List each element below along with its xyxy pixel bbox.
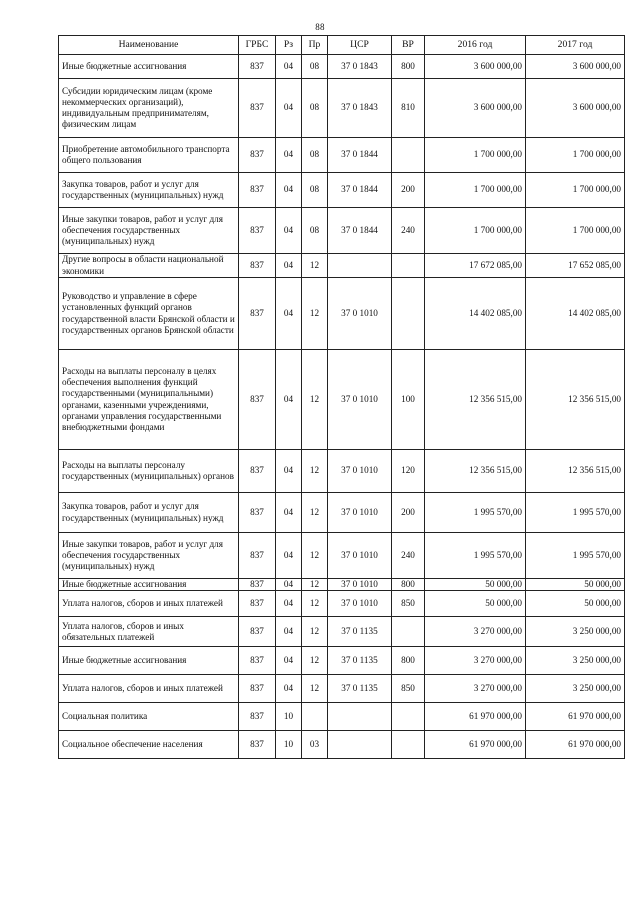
cell-rz: 10 <box>276 731 302 759</box>
cell-vr: 200 <box>392 173 425 208</box>
cell-csr: 37 0 1010 <box>328 350 392 450</box>
cell-2017: 3 250 000,00 <box>526 675 625 703</box>
cell-rz: 04 <box>276 493 302 533</box>
cell-name: Социальная политика <box>59 703 239 731</box>
cell-pr: 12 <box>302 617 328 647</box>
cell-grbs: 837 <box>239 617 276 647</box>
cell-grbs: 837 <box>239 493 276 533</box>
cell-name: Иные бюджетные ассигнования <box>59 55 239 79</box>
col-header-rz: Рз <box>276 36 302 55</box>
table-row <box>59 533 625 579</box>
table-body <box>59 55 625 759</box>
cell-pr: 12 <box>302 278 328 350</box>
cell-grbs: 837 <box>239 55 276 79</box>
cell-csr: 37 0 1843 <box>328 55 392 79</box>
cell-grbs: 837 <box>239 731 276 759</box>
cell-2017: 50 000,00 <box>526 579 625 591</box>
cell-grbs: 837 <box>239 450 276 493</box>
cell-2016: 1 700 000,00 <box>425 173 526 208</box>
cell-name: Иные закупки товаров, работ и услуг для обеспечения государственных (муниципальных) нужд <box>59 533 239 579</box>
cell-pr: 08 <box>302 208 328 254</box>
cell-name: Уплата налогов, сборов и иных платежей <box>59 591 239 617</box>
cell-2016: 1 995 570,00 <box>425 533 526 579</box>
col-header-name: Наименование <box>59 36 239 55</box>
cell-csr: 37 0 1010 <box>328 591 392 617</box>
col-header-vr: ВР <box>392 36 425 55</box>
cell-csr <box>328 731 392 759</box>
cell-pr: 08 <box>302 138 328 173</box>
cell-vr <box>392 138 425 173</box>
cell-csr <box>328 254 392 278</box>
cell-csr: 37 0 1135 <box>328 647 392 675</box>
cell-rz: 10 <box>276 703 302 731</box>
cell-vr: 850 <box>392 675 425 703</box>
cell-grbs: 837 <box>239 278 276 350</box>
cell-2016: 1 700 000,00 <box>425 138 526 173</box>
cell-rz: 04 <box>276 350 302 450</box>
cell-name: Иные бюджетные ассигнования <box>59 579 239 591</box>
cell-name: Субсидии юридическим лицам (кроме некоммерческих организаций), индивидуальным предпринимателям, физическим лицам <box>59 79 239 138</box>
cell-vr: 800 <box>392 647 425 675</box>
cell-2016: 3 270 000,00 <box>425 647 526 675</box>
cell-2017: 50 000,00 <box>526 591 625 617</box>
cell-grbs: 837 <box>239 173 276 208</box>
cell-rz: 04 <box>276 450 302 493</box>
cell-rz: 04 <box>276 617 302 647</box>
table-row <box>59 173 625 208</box>
table-row <box>59 647 625 675</box>
cell-2017: 14 402 085,00 <box>526 278 625 350</box>
cell-pr: 08 <box>302 173 328 208</box>
cell-name: Иные бюджетные ассигнования <box>59 647 239 675</box>
cell-csr: 37 0 1843 <box>328 79 392 138</box>
cell-csr <box>328 703 392 731</box>
cell-2016: 3 270 000,00 <box>425 675 526 703</box>
cell-vr: 810 <box>392 79 425 138</box>
table-row <box>59 703 625 731</box>
cell-2017: 12 356 515,00 <box>526 450 625 493</box>
cell-2016: 1 995 570,00 <box>425 493 526 533</box>
cell-grbs: 837 <box>239 591 276 617</box>
cell-vr: 800 <box>392 579 425 591</box>
col-header-2017: 2017 год <box>526 36 625 55</box>
cell-name: Приобретение автомобильного транспорта общего пользования <box>59 138 239 173</box>
cell-pr: 12 <box>302 675 328 703</box>
cell-vr <box>392 731 425 759</box>
budget-table <box>58 35 625 759</box>
cell-grbs: 837 <box>239 138 276 173</box>
cell-name: Закупка товаров, работ и услуг для государственных (муниципальных) нужд <box>59 493 239 533</box>
cell-vr: 100 <box>392 350 425 450</box>
cell-csr: 37 0 1010 <box>328 579 392 591</box>
cell-2016: 12 356 515,00 <box>425 450 526 493</box>
cell-2016: 17 672 085,00 <box>425 254 526 278</box>
cell-rz: 04 <box>276 79 302 138</box>
cell-2017: 17 652 085,00 <box>526 254 625 278</box>
cell-2017: 61 970 000,00 <box>526 703 625 731</box>
cell-2017: 3 600 000,00 <box>526 79 625 138</box>
cell-csr: 37 0 1010 <box>328 278 392 350</box>
col-header-pr: Пр <box>302 36 328 55</box>
cell-2016: 14 402 085,00 <box>425 278 526 350</box>
col-header-grbs: ГРБС <box>239 36 276 55</box>
cell-pr: 12 <box>302 493 328 533</box>
cell-rz: 04 <box>276 254 302 278</box>
table-row <box>59 617 625 647</box>
cell-csr: 37 0 1010 <box>328 493 392 533</box>
cell-grbs: 837 <box>239 350 276 450</box>
cell-2016: 12 356 515,00 <box>425 350 526 450</box>
cell-pr: 12 <box>302 647 328 675</box>
cell-2016: 61 970 000,00 <box>425 731 526 759</box>
table-row <box>59 493 625 533</box>
cell-grbs: 837 <box>239 254 276 278</box>
cell-rz: 04 <box>276 55 302 79</box>
cell-2016: 61 970 000,00 <box>425 703 526 731</box>
cell-vr <box>392 278 425 350</box>
cell-pr: 03 <box>302 731 328 759</box>
cell-2017: 3 250 000,00 <box>526 647 625 675</box>
cell-grbs: 837 <box>239 647 276 675</box>
cell-name: Руководство и управление в сфере установленных функций органов государственной власти Брянской области и государственных органов Брянской области <box>59 278 239 350</box>
cell-2017: 1 995 570,00 <box>526 533 625 579</box>
cell-grbs: 837 <box>239 675 276 703</box>
cell-2016: 3 270 000,00 <box>425 617 526 647</box>
table-row <box>59 731 625 759</box>
table-row <box>59 208 625 254</box>
cell-2017: 61 970 000,00 <box>526 731 625 759</box>
cell-vr: 240 <box>392 533 425 579</box>
cell-rz: 04 <box>276 591 302 617</box>
cell-name: Другие вопросы в области национальной экономики <box>59 254 239 278</box>
col-header-2016: 2016 год <box>425 36 526 55</box>
cell-rz: 04 <box>276 675 302 703</box>
cell-2017: 12 356 515,00 <box>526 350 625 450</box>
cell-rz: 04 <box>276 173 302 208</box>
cell-grbs: 837 <box>239 533 276 579</box>
table-row <box>59 591 625 617</box>
page-number: 88 <box>315 22 325 32</box>
cell-2017: 1 700 000,00 <box>526 138 625 173</box>
cell-pr: 12 <box>302 254 328 278</box>
cell-name: Закупка товаров, работ и услуг для государственных (муниципальных) нужд <box>59 173 239 208</box>
cell-pr: 12 <box>302 350 328 450</box>
cell-2016: 50 000,00 <box>425 591 526 617</box>
cell-pr: 12 <box>302 579 328 591</box>
cell-pr: 08 <box>302 79 328 138</box>
cell-vr: 120 <box>392 450 425 493</box>
table-row <box>59 55 625 79</box>
cell-name: Расходы на выплаты персоналу в целях обеспечения выполнения функций государственными (муниципальными) органами, казенными учреждениями, органами управления государственными внебюджетными фондами <box>59 350 239 450</box>
table-row <box>59 254 625 278</box>
cell-2017: 1 700 000,00 <box>526 173 625 208</box>
cell-rz: 04 <box>276 579 302 591</box>
cell-grbs: 837 <box>239 703 276 731</box>
cell-2017: 1 700 000,00 <box>526 208 625 254</box>
cell-pr: 08 <box>302 55 328 79</box>
cell-2016: 3 600 000,00 <box>425 79 526 138</box>
cell-name: Социальное обеспечение населения <box>59 731 239 759</box>
cell-rz: 04 <box>276 138 302 173</box>
cell-pr: 12 <box>302 533 328 579</box>
cell-rz: 04 <box>276 647 302 675</box>
cell-2017: 3 250 000,00 <box>526 617 625 647</box>
table-row <box>59 138 625 173</box>
cell-name: Уплата налогов, сборов и иных платежей <box>59 675 239 703</box>
cell-csr: 37 0 1844 <box>328 138 392 173</box>
cell-pr <box>302 703 328 731</box>
cell-vr: 200 <box>392 493 425 533</box>
cell-grbs: 837 <box>239 208 276 254</box>
table-row <box>59 79 625 138</box>
cell-grbs: 837 <box>239 79 276 138</box>
cell-csr: 37 0 1844 <box>328 173 392 208</box>
cell-2016: 1 700 000,00 <box>425 208 526 254</box>
cell-pr: 12 <box>302 591 328 617</box>
cell-name: Расходы на выплаты персоналу государственных (муниципальных) органов <box>59 450 239 493</box>
table-row <box>59 450 625 493</box>
cell-csr: 37 0 1135 <box>328 675 392 703</box>
table-row <box>59 278 625 350</box>
cell-rz: 04 <box>276 208 302 254</box>
cell-csr: 37 0 1135 <box>328 617 392 647</box>
table-header-row <box>59 36 625 55</box>
cell-grbs: 837 <box>239 579 276 591</box>
table-row <box>59 579 625 591</box>
cell-vr <box>392 703 425 731</box>
cell-csr: 37 0 1010 <box>328 533 392 579</box>
cell-2017: 1 995 570,00 <box>526 493 625 533</box>
cell-rz: 04 <box>276 533 302 579</box>
cell-vr <box>392 617 425 647</box>
cell-vr: 240 <box>392 208 425 254</box>
cell-rz: 04 <box>276 278 302 350</box>
cell-vr <box>392 254 425 278</box>
cell-pr: 12 <box>302 450 328 493</box>
table-row <box>59 350 625 450</box>
cell-name: Иные закупки товаров, работ и услуг для обеспечения государственных (муниципальных) нужд <box>59 208 239 254</box>
cell-vr: 850 <box>392 591 425 617</box>
cell-2017: 3 600 000,00 <box>526 55 625 79</box>
cell-csr: 37 0 1844 <box>328 208 392 254</box>
cell-name: Уплата налогов, сборов и иных обязательных платежей <box>59 617 239 647</box>
table-row <box>59 675 625 703</box>
cell-2016: 3 600 000,00 <box>425 55 526 79</box>
col-header-csr: ЦСР <box>328 36 392 55</box>
cell-2016: 50 000,00 <box>425 579 526 591</box>
cell-csr: 37 0 1010 <box>328 450 392 493</box>
cell-vr: 800 <box>392 55 425 79</box>
